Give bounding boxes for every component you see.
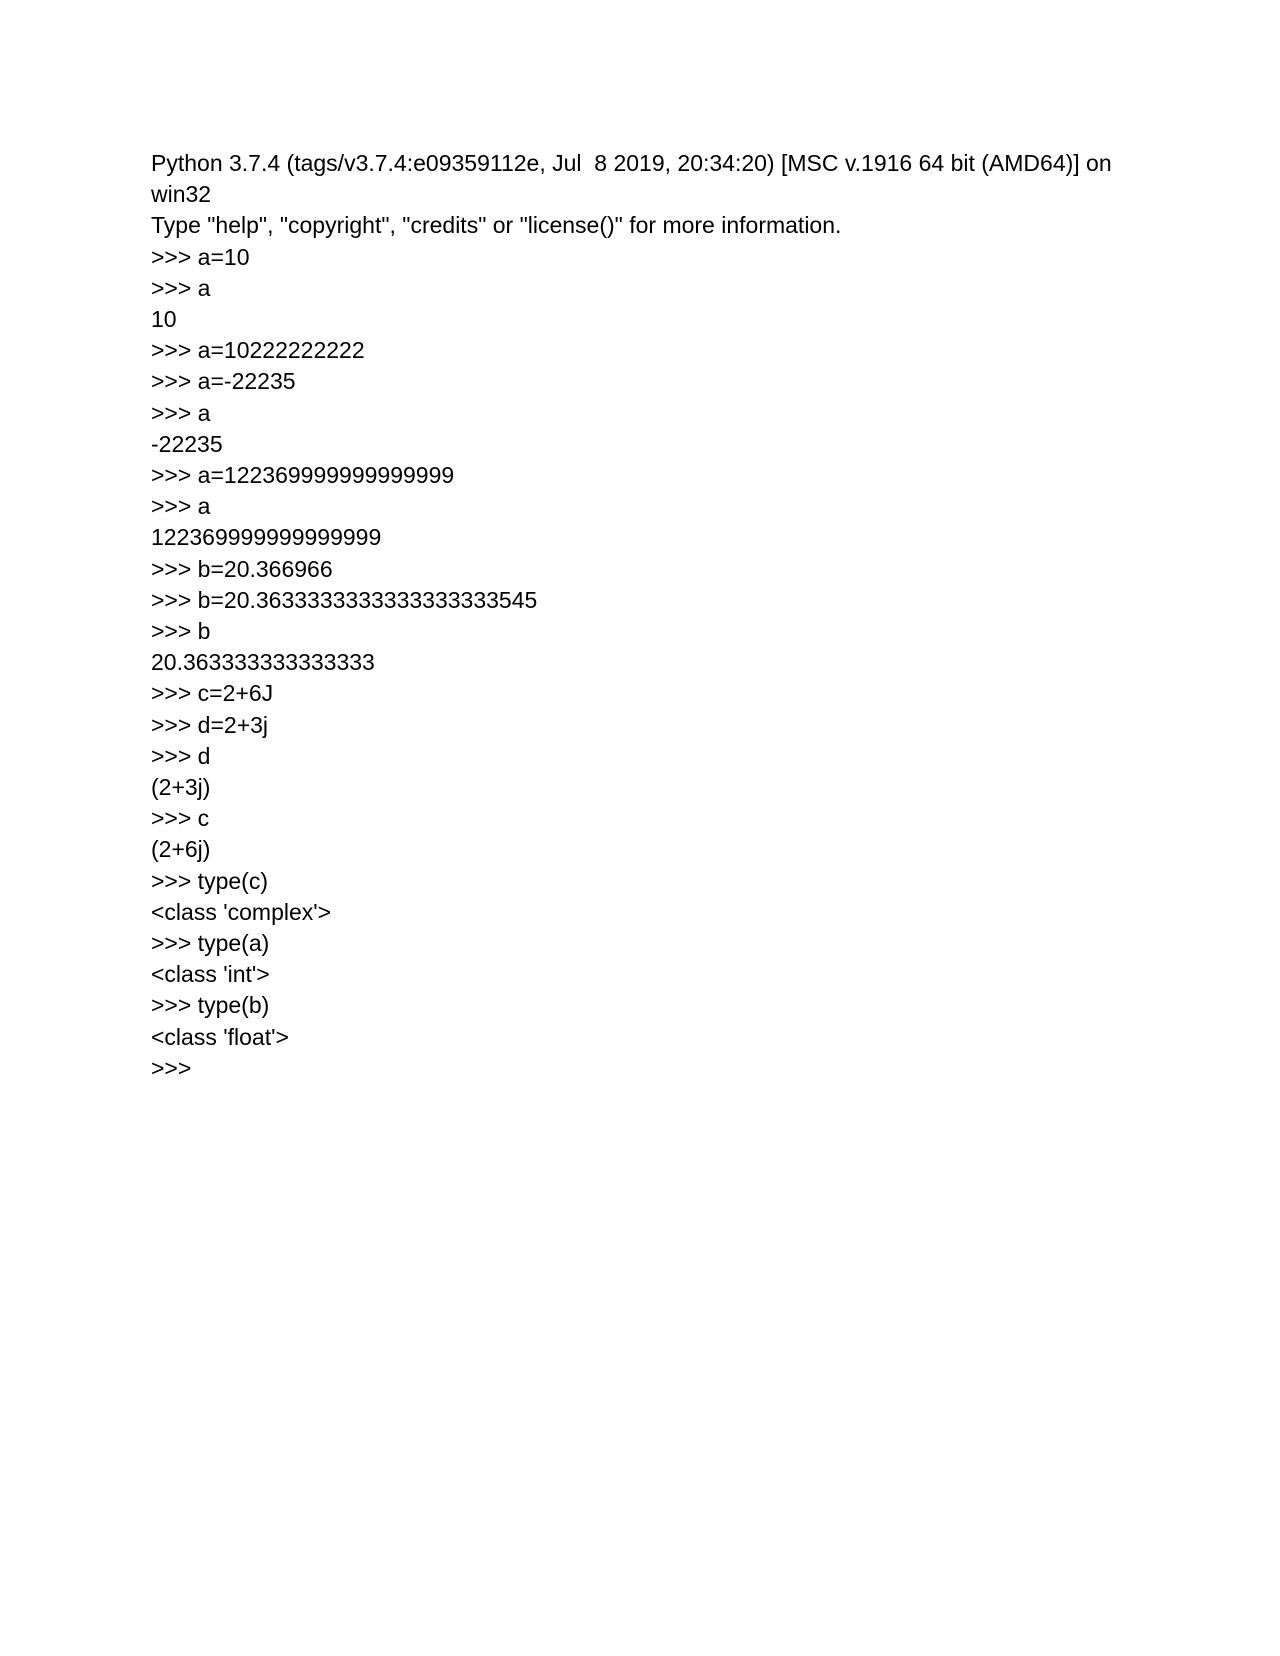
output-line: 20.363333333333333 <box>151 649 375 676</box>
output-line: <class 'float'> <box>151 1023 289 1050</box>
prompt-line: >>> a <box>151 399 211 426</box>
prompt-line: >>> c=2+6J <box>151 680 274 707</box>
banner-line: win32 <box>151 181 212 208</box>
output-line: (2+6j) <box>151 836 211 863</box>
output-line: 10 <box>151 306 177 333</box>
prompt-line: >>> a <box>151 493 211 520</box>
banner-line: Python 3.7.4 (tags/v3.7.4:e09359112e, Jul 8 2019, 20:34:20) [MSC v.1916 64 bit (AMD64)] on <box>151 150 1112 176</box>
prompt-line: >>> d <box>151 742 211 769</box>
python-shell-transcript <box>151 148 1131 1084</box>
prompt-line: >>> <box>151 1054 192 1081</box>
prompt-line: >>> a <box>151 274 211 301</box>
prompt-line: >>> c <box>151 805 210 832</box>
output-line: <class 'int'> <box>151 961 270 988</box>
prompt-line: >>> type(b) <box>151 992 270 1019</box>
output-line: <class 'complex'> <box>151 898 332 925</box>
banner-info-line: Type "help", "copyright", "credits" or "license()" for more information. <box>151 212 842 239</box>
prompt-line: >>> a=-22235 <box>151 368 296 395</box>
prompt-line: >>> a=10 <box>151 243 250 270</box>
prompt-line: >>> type(a) <box>151 930 270 957</box>
prompt-line: >>> a=122369999999999999 <box>151 462 455 489</box>
output-line: (2+3j) <box>151 774 211 801</box>
prompt-line: >>> type(c) <box>151 867 268 894</box>
output-line: -22235 <box>151 430 223 457</box>
prompt-line: >>> b=20.366966 <box>151 555 333 582</box>
prompt-line: >>> d=2+3j <box>151 711 269 738</box>
prompt-line: >>> b=20.3633333333333333333545 <box>151 586 538 613</box>
prompt-line: >>> b <box>151 618 211 645</box>
output-line: 122369999999999999 <box>151 524 382 551</box>
prompt-line: >>> a=10222222222 <box>151 337 365 364</box>
